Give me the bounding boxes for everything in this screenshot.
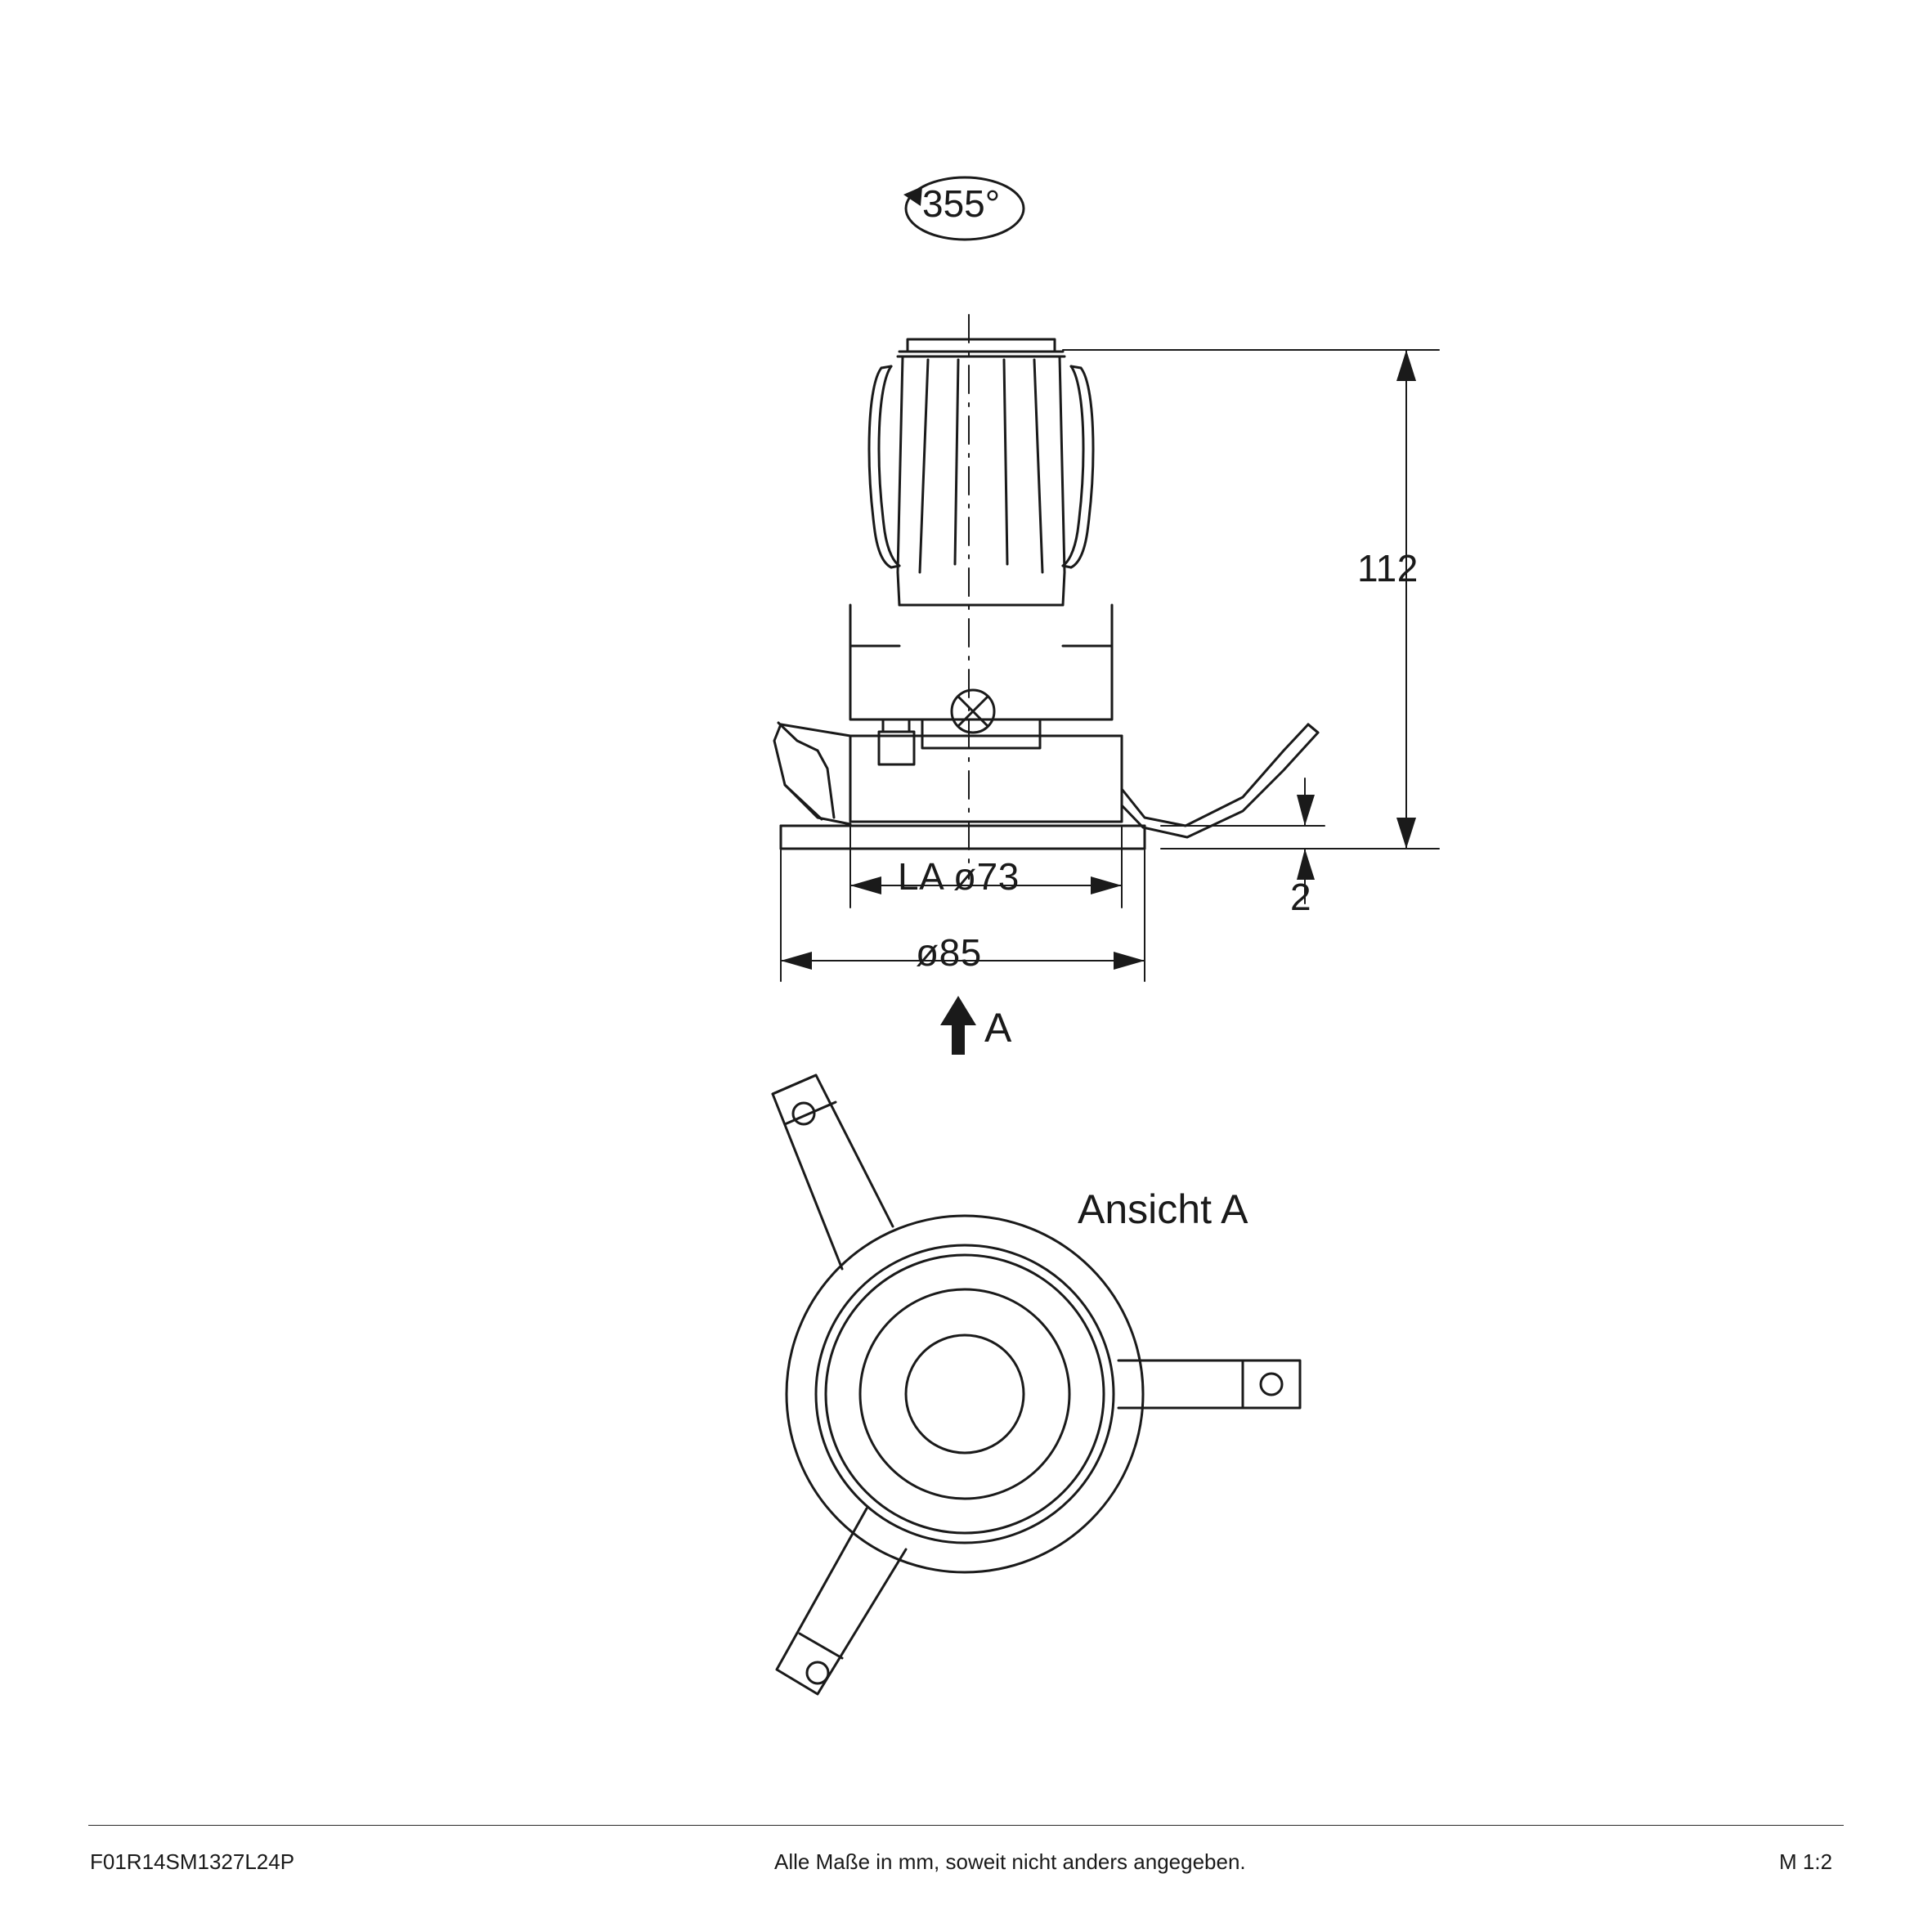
section-arrow-letter: A [984, 1005, 1012, 1051]
section-arrow-a [940, 996, 976, 1055]
dimension-112 [1063, 350, 1439, 849]
dimension-label-112: 112 [1357, 547, 1419, 589]
plan-view-geometry [773, 1075, 1300, 1694]
dimension-label-cutout: LA ø73 [898, 855, 1020, 898]
view-label-ansicht-a: Ansicht A [1078, 1186, 1248, 1232]
rotation-angle-label: 355° [922, 182, 1001, 225]
side-view-geometry [774, 315, 1318, 879]
footer-article-code: F01R14SM1327L24P [90, 1849, 295, 1874]
dimension-label-2: 2 [1290, 876, 1312, 918]
footer-scale: M 1:2 [1779, 1849, 1833, 1874]
dimension-label-outer-diameter: ø85 [916, 931, 982, 974]
footer-note: Alle Maße in mm, soweit nicht anders angegeben. [774, 1849, 1246, 1874]
footer-divider [88, 1825, 1844, 1826]
